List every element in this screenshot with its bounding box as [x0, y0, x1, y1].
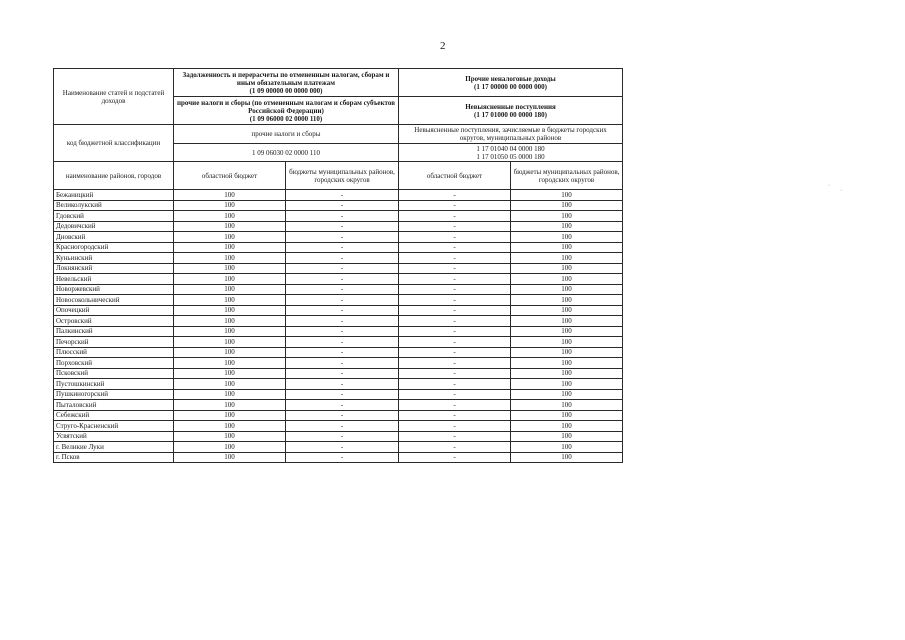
table-row [54, 442, 623, 453]
table-row [54, 337, 623, 348]
municipal-budget-value: - [286, 452, 399, 463]
municipal-budget-value: - [286, 263, 399, 274]
header-municipal-budgets-2: бюджеты муниципальных районов, городских округов [513, 167, 620, 184]
scan-artifact: · [840, 188, 842, 194]
header-regional-budget-cell [174, 162, 286, 190]
header-unclarified-kbk-2: 1 17 01050 05 0000 180 [476, 152, 545, 161]
municipal-budget-2-value: 100 [511, 295, 623, 306]
table-row [54, 211, 623, 222]
header-debt-cell [174, 69, 399, 97]
regional-budget-2-value: - [399, 400, 511, 411]
table-row [54, 263, 623, 274]
table-row [54, 389, 623, 400]
municipal-budget-value: - [286, 431, 399, 442]
table-row [54, 221, 623, 232]
municipal-budget-value: - [286, 400, 399, 411]
header-municipal-budgets-2-cell [511, 162, 623, 190]
scan-artifact: · [828, 183, 830, 189]
table-row [54, 452, 623, 463]
header-bk-code-label: код бюджетной классификации [66, 139, 161, 147]
regional-budget-value: 100 [174, 232, 286, 243]
regional-budget-2-value: - [399, 232, 511, 243]
district-name-cell: Невельский [54, 274, 174, 285]
table-row [54, 274, 623, 285]
municipal-budget-value: - [286, 326, 399, 337]
header-bk-code-cell [54, 125, 174, 162]
table-row [54, 232, 623, 243]
regional-budget-2-value: - [399, 211, 511, 222]
header-municipal-budgets: бюджеты муниципальных районов, городских округов [289, 167, 395, 184]
municipal-budget-value: - [286, 316, 399, 327]
district-name-cell: Островский [54, 316, 174, 327]
municipal-budget-2-value: 100 [511, 358, 623, 369]
header-municipal-budgets-cell [286, 162, 399, 190]
table-row [54, 400, 623, 411]
district-name-cell: Гдовский [54, 211, 174, 222]
table-row [54, 253, 623, 264]
table-row [54, 295, 623, 306]
district-name-cell: Псковский [54, 368, 174, 379]
header-other-taxes-title: прочие налоги и сборы (по отмененным налогам и сборам субъектов Российской Федерации) [176, 98, 396, 115]
table-row [54, 326, 623, 337]
regional-budget-value: 100 [174, 242, 286, 253]
table-row [54, 242, 623, 253]
regional-budget-value: 100 [174, 326, 286, 337]
header-unclarified-code: (1 17 01000 00 0000 180) [474, 110, 547, 119]
regional-budget-2-value: - [399, 221, 511, 232]
table-row [54, 368, 623, 379]
table-row [54, 190, 623, 201]
table-row [54, 316, 623, 327]
regional-budget-2-value: - [399, 316, 511, 327]
municipal-budget-2-value: 100 [511, 442, 623, 453]
table-row [54, 421, 623, 432]
regional-budget-value: 100 [174, 421, 286, 432]
municipal-budget-value: - [286, 368, 399, 379]
municipal-budget-2-value: 100 [511, 431, 623, 442]
table-row [54, 200, 623, 211]
regional-budget-value: 100 [174, 305, 286, 316]
header-unclarified-kbk-1: 1 17 01040 04 0000 180 [476, 144, 545, 153]
page-number: 2 [440, 40, 446, 52]
regional-budget-value: 100 [174, 379, 286, 390]
table-row [54, 431, 623, 442]
regional-budget-value: 100 [174, 337, 286, 348]
header-districts-label: наименование районов, городов [65, 171, 162, 180]
regional-budget-2-value: - [399, 295, 511, 306]
district-name-cell: Себежский [54, 410, 174, 421]
municipal-budget-value: - [286, 232, 399, 243]
district-name-cell: Пустошкинский [54, 379, 174, 390]
table-row [54, 379, 623, 390]
municipal-budget-2-value: 100 [511, 242, 623, 253]
header-row-labels-cell [54, 69, 174, 125]
regional-budget-value: 100 [174, 442, 286, 453]
header-other-taxes-short: прочие налоги и сборы [251, 130, 321, 138]
header-debt-code: (1 09 00000 00 0000 000) [249, 86, 323, 95]
municipal-budget-2-value: 100 [511, 400, 623, 411]
municipal-budget-2-value: 100 [511, 347, 623, 358]
district-name-cell: Усвятский [54, 431, 174, 442]
regional-budget-2-value: - [399, 368, 511, 379]
header-other-taxes-kbk-cell [174, 144, 399, 162]
regional-budget-2-value: - [399, 421, 511, 432]
district-name-cell: Дедовичский [54, 221, 174, 232]
district-name-cell: Локнянский [54, 263, 174, 274]
district-name-cell: Новоржевский [54, 284, 174, 295]
header-other-nontax-code: (1 17 00000 00 0000 000) [474, 82, 547, 91]
district-name-cell: Печорский [54, 337, 174, 348]
municipal-budget-value: - [286, 221, 399, 232]
district-name-cell: Бежаницкий [54, 190, 174, 201]
table-row [54, 410, 623, 421]
municipal-budget-2-value: 100 [511, 368, 623, 379]
municipal-budget-2-value: 100 [511, 221, 623, 232]
regional-budget-2-value: - [399, 379, 511, 390]
municipal-budget-2-value: 100 [511, 263, 623, 274]
regional-budget-2-value: - [399, 326, 511, 337]
district-name-cell: Опочецкий [54, 305, 174, 316]
regional-budget-value: 100 [174, 316, 286, 327]
municipal-budget-value: - [286, 274, 399, 285]
regional-budget-2-value: - [399, 253, 511, 264]
regional-budget-value: 100 [174, 368, 286, 379]
header-other-taxes-code: (1 09 06000 02 0000 110) [249, 114, 323, 123]
regional-budget-value: 100 [174, 200, 286, 211]
district-name-cell: Плюсский [54, 347, 174, 358]
regional-budget-2-value: - [399, 305, 511, 316]
municipal-budget-value: - [286, 284, 399, 295]
regional-budget-2-value: - [399, 263, 511, 274]
municipal-budget-2-value: 100 [511, 326, 623, 337]
regional-budget-2-value: - [399, 358, 511, 369]
municipal-budget-2-value: 100 [511, 410, 623, 421]
regional-budget-value: 100 [174, 410, 286, 421]
municipal-budget-value: - [286, 358, 399, 369]
district-name-cell: Порховский [54, 358, 174, 369]
municipal-budget-2-value: 100 [511, 253, 623, 264]
regional-budget-value: 100 [174, 295, 286, 306]
municipal-budget-2-value: 100 [511, 337, 623, 348]
regional-budget-value: 100 [174, 253, 286, 264]
regional-budget-2-value: - [399, 190, 511, 201]
header-regional-budget: областной бюджет [201, 171, 258, 180]
regional-budget-2-value: - [399, 337, 511, 348]
regional-budget-value: 100 [174, 263, 286, 274]
header-debt-title: Задолженность и перерасчеты по отмененным налогам, сборам и иным обязательным платежам [182, 70, 390, 87]
municipal-budget-2-value: 100 [511, 421, 623, 432]
municipal-budget-value: - [286, 242, 399, 253]
header-unclarified-desc-cell [399, 125, 623, 144]
regional-budget-value: 100 [174, 211, 286, 222]
municipal-budget-value: - [286, 253, 399, 264]
municipal-budget-2-value: 100 [511, 389, 623, 400]
regional-budget-value: 100 [174, 389, 286, 400]
municipal-budget-value: - [286, 389, 399, 400]
table-row [54, 284, 623, 295]
header-other-nontax-title: Прочие неналоговые доходы [465, 74, 556, 83]
municipal-budget-2-value: 100 [511, 379, 623, 390]
municipal-budget-value: - [286, 410, 399, 421]
municipal-budget-value: - [286, 337, 399, 348]
district-name-cell: Пыталовский [54, 400, 174, 411]
header-other-taxes-kbk: 1 09 06030 02 0000 110 [252, 148, 320, 157]
district-name-cell: Струго-Красненский [54, 421, 174, 432]
district-name-cell: Дновский [54, 232, 174, 243]
regional-budget-2-value: - [399, 347, 511, 358]
municipal-budget-2-value: 100 [511, 190, 623, 201]
regional-budget-2-value: - [399, 452, 511, 463]
header-other-taxes-cell [174, 97, 399, 125]
district-name-cell: Палкинский [54, 326, 174, 337]
regional-budget-2-value: - [399, 389, 511, 400]
regional-budget-value: 100 [174, 274, 286, 285]
regional-budget-value: 100 [174, 284, 286, 295]
regional-budget-2-value: - [399, 274, 511, 285]
municipal-budget-2-value: 100 [511, 274, 623, 285]
municipal-budget-2-value: 100 [511, 284, 623, 295]
municipal-budget-2-value: 100 [511, 316, 623, 327]
municipal-budget-2-value: 100 [511, 452, 623, 463]
municipal-budget-value: - [286, 305, 399, 316]
header-unclarified-cell [399, 97, 623, 125]
revenue-distribution-table [53, 68, 623, 463]
municipal-budget-2-value: 100 [511, 200, 623, 211]
municipal-budget-2-value: 100 [511, 232, 623, 243]
header-unclarified-title: Невыясненные поступления [465, 102, 556, 111]
municipal-budget-value: - [286, 211, 399, 222]
district-name-cell: Красногородский [54, 242, 174, 253]
header-regional-budget-2: областной бюджет [426, 171, 483, 180]
header-other-nontax-cell [399, 69, 623, 97]
municipal-budget-value: - [286, 421, 399, 432]
municipal-budget-value: - [286, 200, 399, 211]
regional-budget-2-value: - [399, 442, 511, 453]
regional-budget-2-value: - [399, 284, 511, 295]
regional-budget-value: 100 [174, 452, 286, 463]
municipal-budget-value: - [286, 379, 399, 390]
municipal-budget-value: - [286, 295, 399, 306]
regional-budget-value: 100 [174, 221, 286, 232]
municipal-budget-2-value: 100 [511, 305, 623, 316]
district-name-cell: Пушкиногорский [54, 389, 174, 400]
regional-budget-value: 100 [174, 431, 286, 442]
header-unclarified-kbk-cell [399, 144, 623, 162]
district-name-cell: Новосокольнический [54, 295, 174, 306]
regional-budget-2-value: - [399, 200, 511, 211]
municipal-budget-value: - [286, 347, 399, 358]
header-unclarified-desc: Невыясненные поступления, зачисляемые в бюджеты городских округов, муниципальных районов [414, 126, 607, 142]
district-name-cell: г. Великие Луки [54, 442, 174, 453]
table-row [54, 305, 623, 316]
district-name-cell: г. Псков [54, 452, 174, 463]
header-regional-budget-2-cell [399, 162, 511, 190]
regional-budget-2-value: - [399, 410, 511, 421]
municipal-budget-value: - [286, 442, 399, 453]
header-names-label: Наименование статей и подстатей доходов [62, 88, 165, 105]
regional-budget-value: 100 [174, 347, 286, 358]
header-districts-cell [54, 162, 174, 190]
table-row [54, 358, 623, 369]
regional-budget-2-value: - [399, 431, 511, 442]
municipal-budget-2-value: 100 [511, 211, 623, 222]
regional-budget-value: 100 [174, 400, 286, 411]
municipal-budget-value: - [286, 190, 399, 201]
header-other-taxes-short-cell [174, 125, 399, 144]
table-row [54, 347, 623, 358]
district-name-cell: Куньинский [54, 253, 174, 264]
regional-budget-value: 100 [174, 190, 286, 201]
regional-budget-2-value: - [399, 242, 511, 253]
district-name-cell: Великолукский [54, 200, 174, 211]
regional-budget-value: 100 [174, 358, 286, 369]
